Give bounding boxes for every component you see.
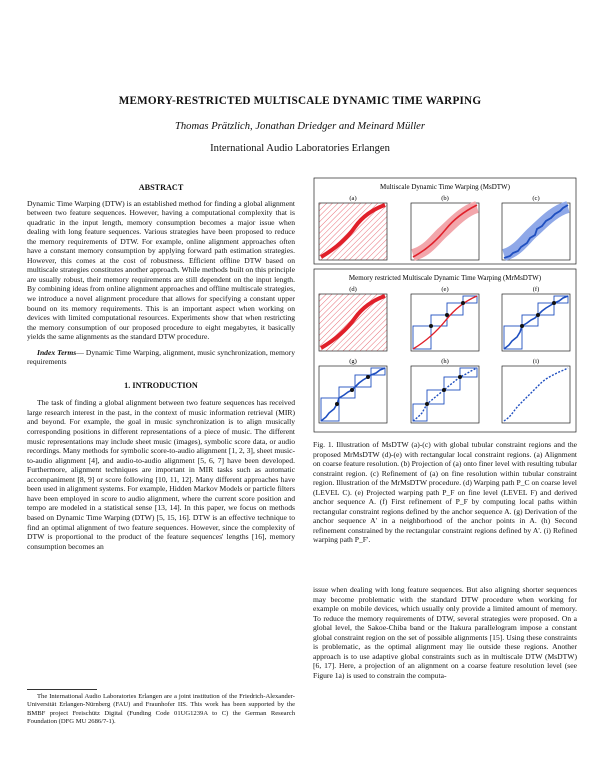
abstract-heading: ABSTRACT (138, 183, 184, 192)
mrmsdtw-title: Memory restricted Multiscale Dynamic Time Warping (MrMsDTW) (348, 274, 542, 282)
panel-i-label: (i) (532, 358, 540, 365)
panel-g-label: (g) (349, 358, 357, 365)
panel-f-label: (f) (532, 286, 540, 293)
figure-svg (313, 177, 577, 433)
panel-d-label: (d) (349, 286, 357, 293)
msdtw-title: Multiscale Dynamic Time Warping (MsDTW) (380, 183, 510, 191)
panel-g (319, 366, 387, 423)
paper-title: MEMORY-RESTRICTED MULTISCALE DYNAMIC TIME WARPING (118, 95, 482, 107)
panel-a (319, 203, 387, 260)
index-terms (27, 348, 295, 367)
figure-caption (313, 440, 577, 545)
panel-b (411, 203, 479, 260)
index-terms-text: — Dynamic Time Warping, alignment, music synchronization, memory requirements (27, 347, 296, 367)
panel-i (502, 366, 570, 423)
panel-e-label: (e) (441, 286, 449, 293)
footnote-rule (27, 689, 97, 690)
intro-body: The task of finding a global alignment between two feature sequences has received large research interest in the past, in the context of music information retrieval (MIR) and beyond. For example, the goal in music synchronization is to align musically corresponding positions in different representations of a piece of music. The different music representations may include sheet music (images), symbolic score data, or audio recordings. Many methods for symbolic score-to-audio alignment [1, 2, 3], sheet music-to-audio alignment [4], and audio-to-audio alignment [5, 6, 7] have been developed. Furthermore, alignment techniques are important in MIR tasks such as automatic accompaniment [8, 9] or score following [10, 11, 12]. Many different approaches have been used in alignment systems. For example, Hidden Markov Models or particle filters have been employed in score to audio alignment, where the current score position and tempo are modeled in a statistical sense [13, 14]. In this paper, we focus on methods based on Dynamic Time Warping (DTW) [5, 15, 16]. DTW is an effective technique to find an optimal alignment of two feature sequences. However, since the complexity of DTW is proportional to the product of the feature sequences' lengths [16], memory consumption becomes an (27, 398, 295, 551)
abstract-body: Dynamic Time Warping (DTW) is an established method for finding a global alignment between two feature sequences. However, having a computational complexity that is quadratic in the input length, memory consumption becomes a major issue when dealing with long feature sequences. Various strategies have been proposed to reduce the memory requirements of DTW. For example, online alignment approaches often have a constant memory consumption by applying forward path estimation strategies. However, this comes at the cost of robustness. Efficient offline DTW based on multiscale strategies constitutes another approach. While methods built on this principle are usually robust, their memory requirements are still dependent on the input length. By combining ideas from online alignment approaches and offline multiscale strategies, we introduce a novel alignment procedure that allows for specifying a constant upper bound on its memory requirements. This is an important aspect when working on devices with limited computational resources. Experiments show that when restricting the memory consumption of our proposed procedure to eight megabytes, it basically yields the same alignments as the standard DTW procedure. (27, 198, 295, 342)
right-body-text: issue when dealing with long feature sequences. But also aligning shorter sequences may become problematic with the standard DTW procedure when working for example on mobile devices, which usually only provide a limited amount of memory. To reduce the memory requirements of DTW, several strategies were proposed. On a global level, the Sakoe-Chiba band or the Itakura parallelogram impose a constant global constraint region on the set of possible alignments [15]. Using these constraints is problematic, as the optimal alignment may lie outside these regions. Another approach is to use adaptive global constraints such as in multiscale DTW (MsDTW) [6, 17]. Here, a projection of an alignment on a coarse feature resolution level (see Figure 1a) is used to constrain the computa- (313, 585, 577, 680)
right-column-body (313, 585, 577, 680)
intro-heading: 1. INTRODUCTION (124, 380, 198, 390)
figure-1 (313, 177, 577, 433)
footnote-text: The International Audio Laboratories Erlangen are a joint institution of the Friedrich-Alexander-Universität Erlangen-Nürnberg (FAU) and Fraunhofer IIS. This work has been supported by the BMBF project Freischütz Digital (Funding Code 01UG1239A to C) the German Research Foundation (DFG MU 2686/7-1). (27, 693, 295, 726)
panel-c-label: (c) (532, 195, 540, 202)
panel-f (502, 294, 570, 351)
panel-b-label: (b) (441, 195, 449, 202)
panel-e (411, 294, 479, 351)
panel-a-label: (a) (349, 195, 357, 202)
panel-h (411, 366, 479, 423)
panel-h-label: (h) (441, 358, 449, 365)
authors: Thomas Prätzlich, Jonathan Driedger and Meinard Müller (174, 121, 425, 132)
index-terms-label: Index Terms (37, 347, 77, 357)
panel-c (502, 203, 570, 260)
caption-text: Fig. 1. Illustration of MsDTW (a)-(c) with global tubular constraint regions and the proposed MrMsDTW (d)-(e) with rectangular local constraint regions. (a) Alignment on coarse feature resolution. (b) Projection of (a) onto finer level with resulting tubular constraint region. (c) Refinement of (a) on fine resolution within tubular constraint region. Illustration of the MrMsDTW procedure. (d) Warping path P_C on coarse level (LEVEL C). (e) Projected warping path P_F on fine level (LEVEL F) and derived anchor sequence A. (f) First refinement of P_F by computing local paths within rectangular constraint regions defined by the anchor sequence A. (g) Derivation of the anchor sequence A' in a neighborhood of the anchor points in A. (h) Second refinement constrained by the rectangular constraint regions defined by A'. (i) Refined warping path P_F'. (313, 440, 578, 545)
affiliation: International Audio Laboratories Erlangen (210, 143, 390, 154)
left-column (27, 183, 295, 551)
footnote (27, 693, 295, 727)
panel-d (319, 294, 387, 351)
